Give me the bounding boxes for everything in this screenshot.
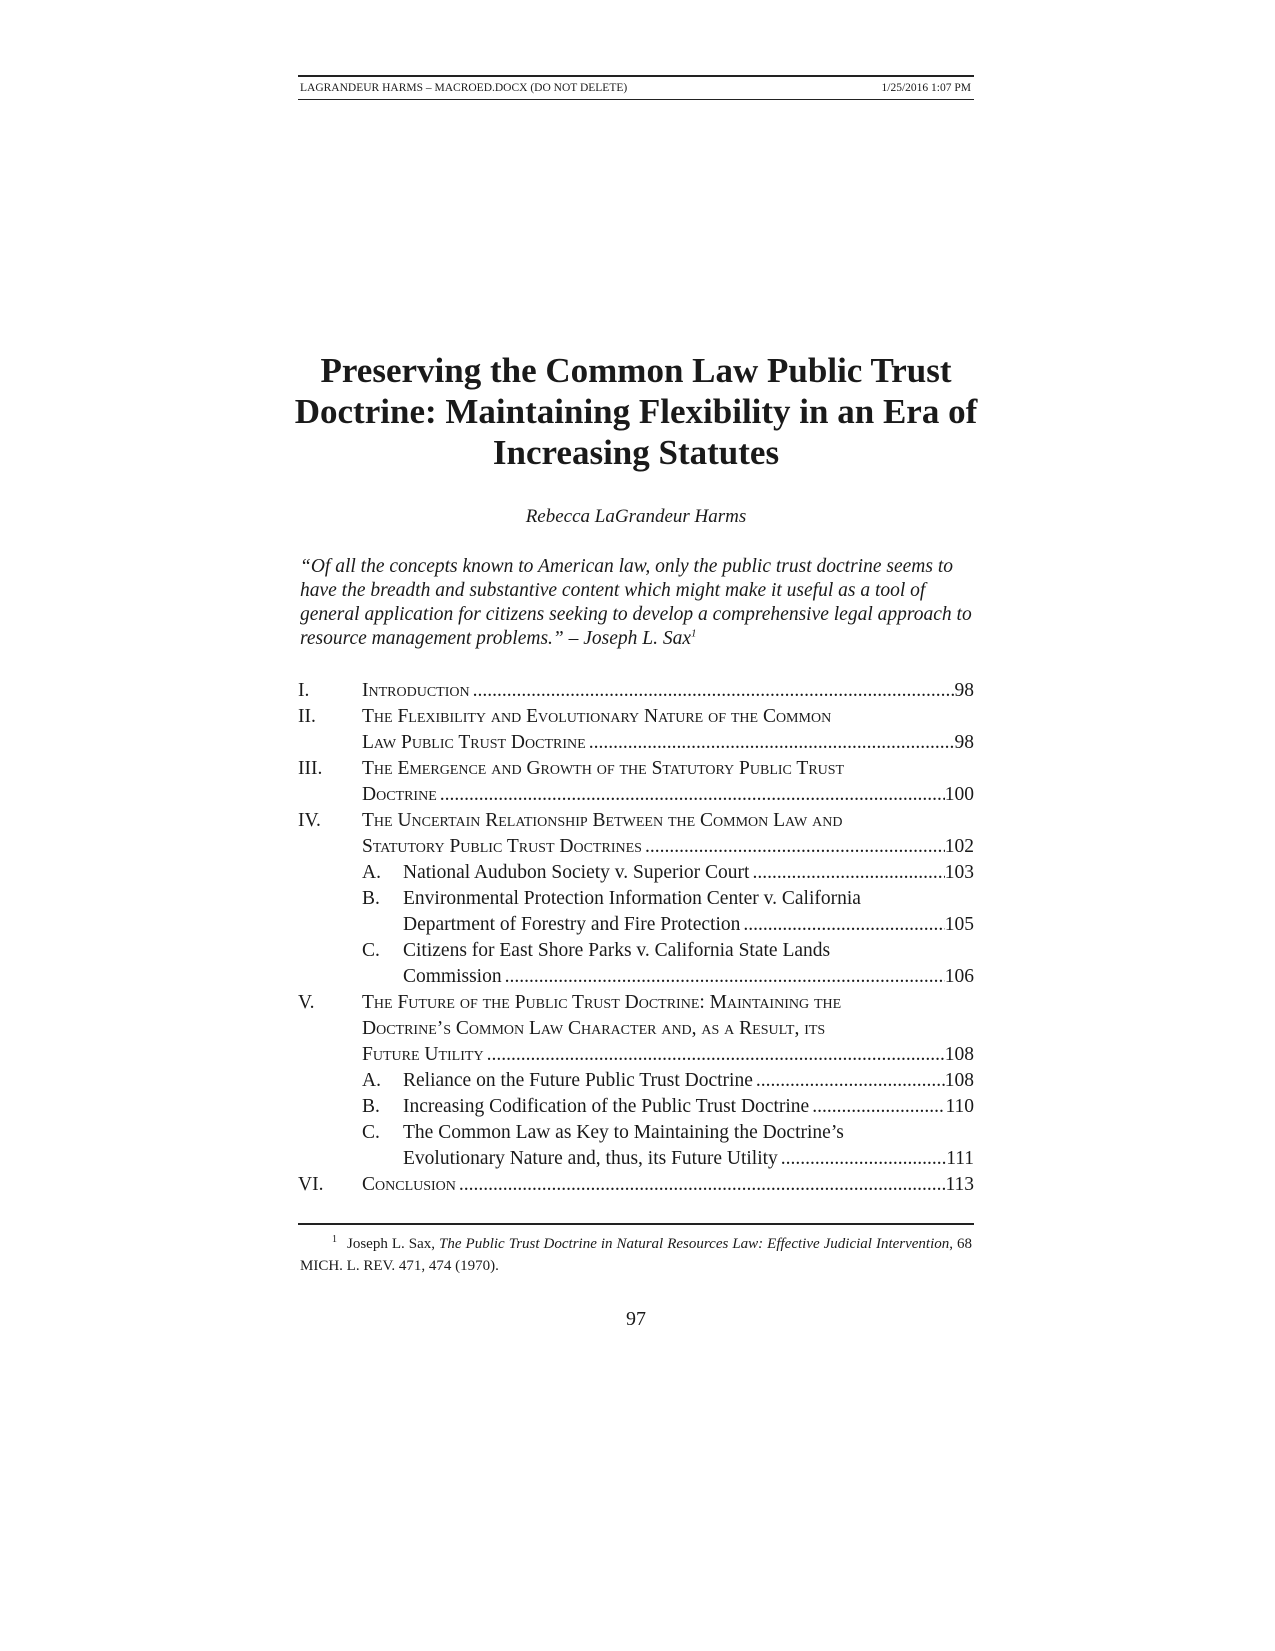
toc-page: 108 <box>944 1044 974 1065</box>
toc-letter: A. <box>362 862 381 883</box>
toc-entry-flexibility[interactable] <box>298 704 974 756</box>
toc-page: 103 <box>944 862 974 883</box>
toc-title-line: The Uncertain Relationship Between the Common Law and <box>362 810 843 831</box>
running-header-file: LAGRANDEUR HARMS – MACROED.DOCX (DO NOT DELETE) <box>300 82 628 94</box>
toc-letter: A. <box>362 1070 381 1091</box>
toc-entry-common-law-key[interactable] <box>298 1120 974 1172</box>
toc-title: Introduction <box>362 680 470 701</box>
toc-entry-conclusion[interactable] <box>298 1172 974 1198</box>
toc-title-line: Commission <box>403 966 502 987</box>
footnote-citation: , 68 MICH. L. REV. 471, 474 (1970). <box>300 1236 973 1274</box>
toc-entry-reliance[interactable] <box>298 1068 974 1094</box>
toc-title-line: Doctrine <box>362 784 437 805</box>
toc-title-line: Citizens for East Shore Parks v. California State Lands <box>403 940 831 961</box>
toc-page: 106 <box>944 966 974 987</box>
epigraph-footnote-marker: 1 <box>691 627 697 640</box>
footnote-marker: 1 <box>332 1234 337 1245</box>
toc-entry-codification[interactable] <box>298 1094 974 1120</box>
toc-number: IV. <box>298 810 321 831</box>
toc-number: VI. <box>298 1174 324 1195</box>
toc-letter: C. <box>362 1122 380 1143</box>
toc-page: 111 <box>946 1148 974 1169</box>
toc-page: 108 <box>944 1070 974 1091</box>
toc-number: II. <box>298 706 316 727</box>
toc-title-line: The Flexibility and Evolutionary Nature of the Common <box>362 706 832 727</box>
toc-title: National Audubon Society v. Superior Court <box>403 862 750 883</box>
toc-title-line: The Future of the Public Trust Doctrine: Maintaining the <box>362 992 842 1013</box>
toc-title-line: Future Utility <box>362 1044 484 1065</box>
toc-title: Conclusion <box>362 1174 456 1195</box>
toc-entry-epic[interactable] <box>298 886 974 938</box>
toc-title-line: The Emergence and Growth of the Statutory Public Trust <box>362 758 845 779</box>
toc-title-line: Statutory Public Trust Doctrines <box>362 836 642 857</box>
toc-title-line: Doctrine’s Common Law Character and, as a Result, its <box>362 1018 826 1039</box>
toc-letter: B. <box>362 1096 380 1117</box>
toc-entry-citizens-east-shore[interactable] <box>298 938 974 990</box>
toc-page: 98 <box>954 680 974 701</box>
footnote-divider <box>298 1223 974 1225</box>
article-title: Preserving the Common Law Public Trust Doctrine: Maintaining Flexibility in an Era of Increasing Statutes <box>294 351 978 472</box>
toc-title-line: Evolutionary Nature and, thus, its Future Utility <box>403 1148 778 1169</box>
footnote-author: Joseph L. Sax, <box>347 1236 436 1252</box>
toc-letter: C. <box>362 940 380 961</box>
toc-title-line: Law Public Trust Doctrine <box>362 732 586 753</box>
toc-title-line: Department of Forestry and Fire Protection <box>403 914 741 935</box>
article-author: Rebecca LaGrandeur Harms <box>525 506 747 527</box>
table-of-contents <box>298 678 974 1198</box>
footnote-work-title: The Public Trust Doctrine in Natural Resources Law: Effective Judicial Intervention <box>439 1236 950 1252</box>
toc-entry-introduction[interactable] <box>298 678 974 704</box>
running-header-timestamp: 1/25/2016 1:07 PM <box>881 82 971 94</box>
toc-entry-future[interactable] <box>298 990 974 1068</box>
toc-number: III. <box>298 758 323 779</box>
toc-title: Reliance on the Future Public Trust Doctrine <box>403 1070 753 1091</box>
toc-entry-emergence[interactable] <box>298 756 974 808</box>
toc-page: 100 <box>944 784 974 805</box>
epigraph <box>300 555 980 651</box>
toc-page: 113 <box>945 1174 974 1195</box>
running-header <box>298 75 974 100</box>
toc-page: 98 <box>954 732 974 753</box>
toc-title-line: Environmental Protection Information Center v. California <box>403 888 861 909</box>
toc-title-line: The Common Law as Key to Maintaining the Doctrine’s <box>403 1122 844 1143</box>
epigraph-text: “Of all the concepts known to American law, only the public trust doctrine seems to have the breadth and substantive content which might make it useful as a tool of general application for citizens seeking to develop a comprehensive legal approach to resource management problems.” – Joseph L. Sax <box>300 556 972 649</box>
toc-letter: B. <box>362 888 380 909</box>
toc-title: Increasing Codification of the Public Trust Doctrine <box>403 1096 810 1117</box>
footnote <box>300 1233 972 1277</box>
toc-entry-national-audubon[interactable] <box>298 860 974 886</box>
toc-entry-uncertain-relationship[interactable] <box>298 808 974 860</box>
page-number: 97 <box>626 1308 646 1330</box>
toc-page: 102 <box>944 836 974 857</box>
toc-page: 105 <box>944 914 974 935</box>
toc-page: 110 <box>945 1096 974 1117</box>
toc-number: I. <box>298 680 310 701</box>
toc-number: V. <box>298 992 315 1013</box>
